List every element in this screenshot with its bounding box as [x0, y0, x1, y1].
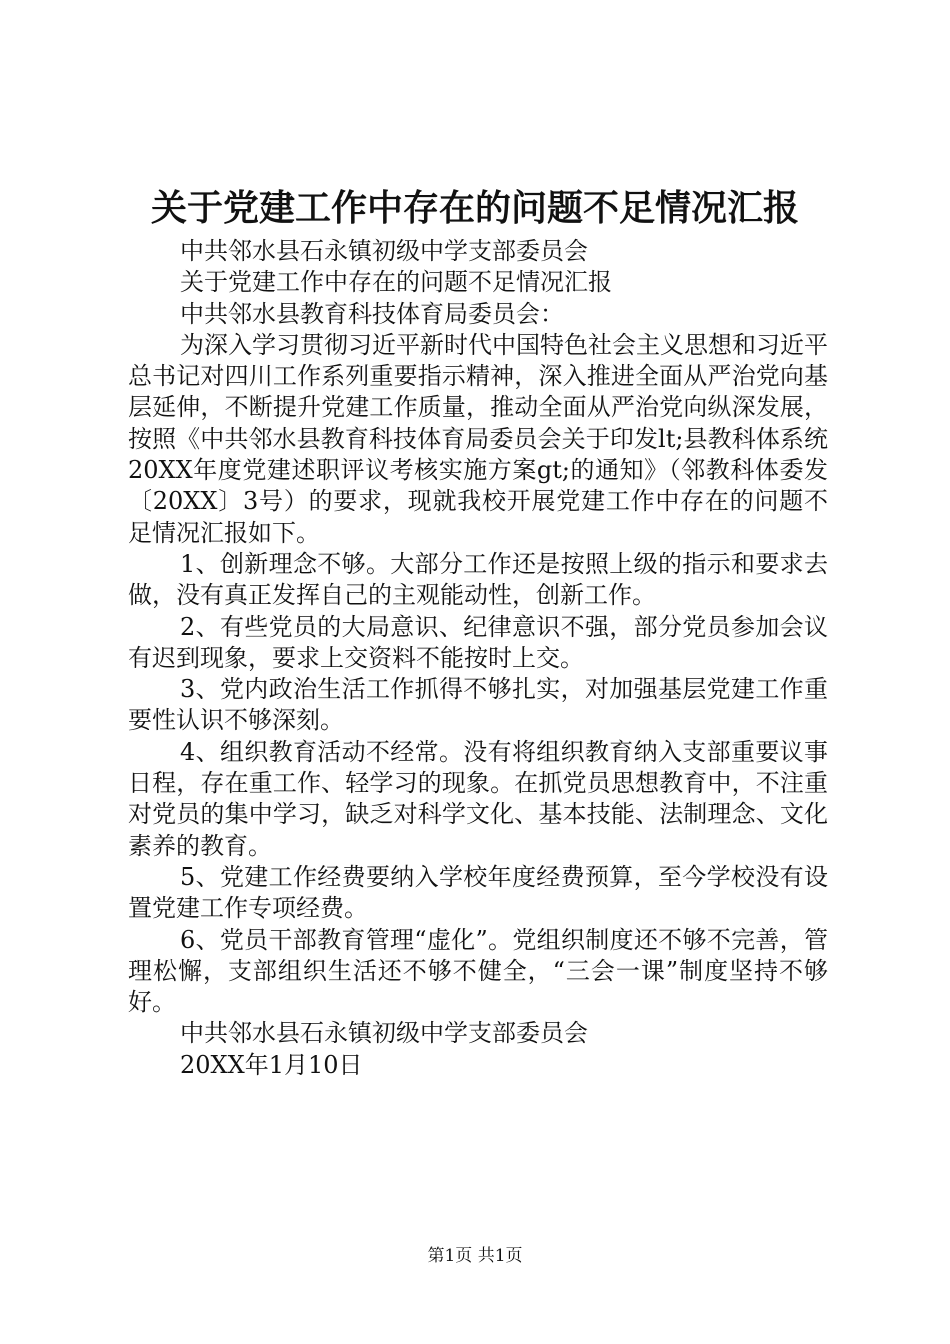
paragraph-intro: 为深入学习贯彻习近平新时代中国特色社会主义思想和习近平总书记对四川工作系列重要指示精神，深入推进全面从严治党向基层延伸，不断提升党建工作质量，推动全面从严治党向纵深发展，按照《中共邻水县教育科技体育局委员会关于印发lt;县教科体系统20XX年度党建述职评议考核实施方案gt;的通知》（邻教科体委发〔20XX〕3号）的要求，现就我校开展党建工作中存在的问题不足情况汇报如下。 [128, 330, 828, 547]
paragraph-item-4: 4、组织教育活动不经常。没有将组织教育纳入支部重要议事日程，存在重工作、轻学习的现象。在抓党员思想教育中，不注重对党员的集中学习，缺乏对科学文化、基本技能、法制理念、文化素养的教育。 [128, 737, 828, 860]
paragraph-item-1: 1、创新理念不够。大部分工作还是按照上级的指示和要求去做，没有真正发挥自己的主观能动性，创新工作。 [128, 549, 828, 610]
date-line: 20XX年1月10日 [180, 1050, 363, 1079]
paragraph-item-6: 6、党员干部教育管理“虚化”。党组织制度还不够不完善，管理松懈，支部组织生活还不够不健全，“三会一课”制度坚持不够好。 [128, 925, 828, 1017]
paragraph-item-5: 5、党建工作经费要纳入学校年度经费预算，至今学校没有设置党建工作专项经费。 [128, 862, 828, 923]
header-line-party-branch: 中共邻水县石永镇初级中学支部委员会 [180, 237, 588, 265]
page-footer: 第1页 共1页 [427, 1246, 523, 1266]
document-body [128, 236, 828, 1081]
paragraph-item-2: 2、有些党员的大局意识、纪律意识不强，部分党员参加会议有迟到现象，要求上交资料不能按时上交。 [128, 612, 828, 672]
header-line-report-title: 关于党建工作中存在的问题不足情况汇报 [180, 268, 612, 297]
paragraph-item-3: 3、党内政治生活工作抓得不够扎实，对加强基层党建工作重要性认识不够深刻。 [128, 675, 828, 735]
signature-line: 中共邻水县石永镇初级中学支部委员会 [180, 1019, 588, 1048]
document-title: 关于党建工作中存在的问题不足情况汇报 [150, 187, 799, 229]
header-line-recipient: 中共邻水县教育科技体育局委员会： [180, 299, 564, 328]
